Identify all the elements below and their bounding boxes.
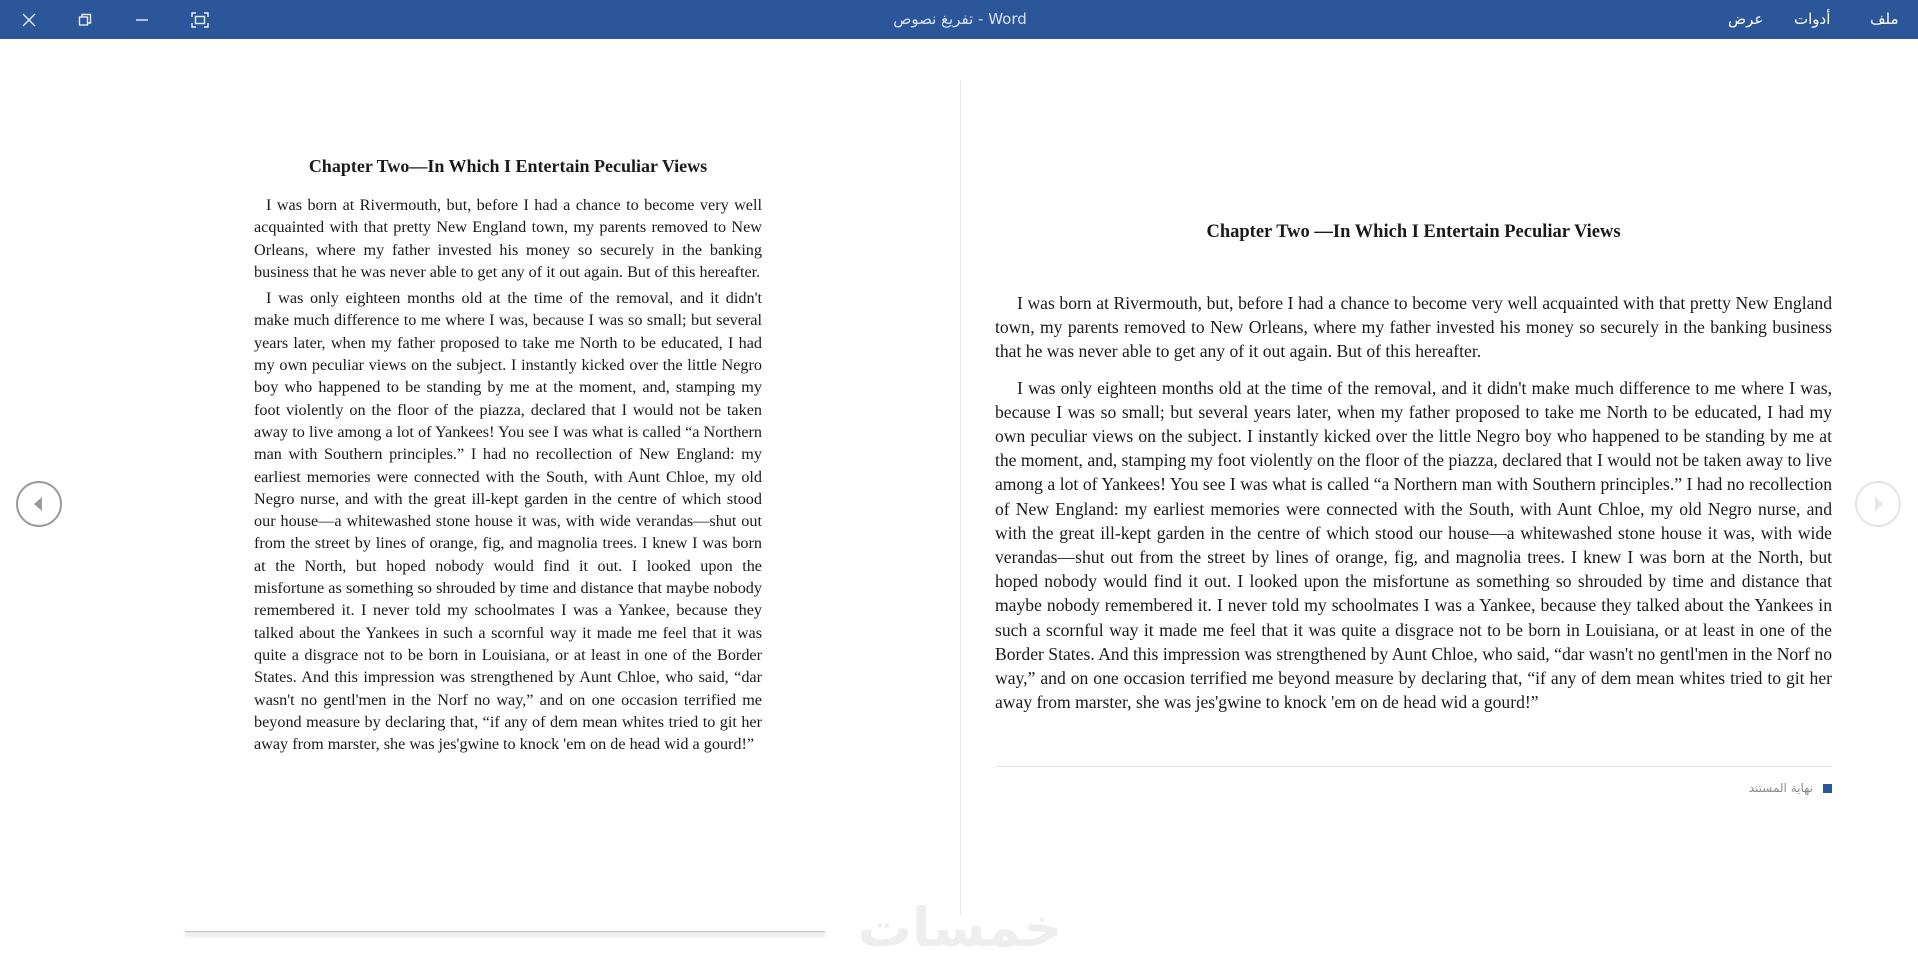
menu-view[interactable]: عرض — [1728, 10, 1764, 28]
title-bar — [0, 0, 1918, 39]
window-title: تفريغ نصوص - Word — [893, 10, 1027, 28]
fullscreen-button[interactable] — [172, 0, 228, 39]
next-page-button[interactable] — [1855, 481, 1901, 527]
end-of-document-marker — [1690, 778, 1832, 798]
right-page-paragraph: I was born at Rivermouth, but, before I had a chance to become very well acquainted with that pretty New England town, my parents removed to New Orleans, where my father invested his money so securely in the banking business that he was never able to get any of it out again. But of this hereafter. — [995, 293, 1832, 362]
close-icon — [22, 13, 36, 27]
restore-button[interactable] — [57, 0, 113, 39]
end-marker-square — [1823, 784, 1832, 793]
end-of-document-label: نهاية المستند — [1748, 781, 1813, 795]
fullscreen-icon — [191, 12, 209, 28]
watermark-logo: خمسات — [857, 896, 1063, 959]
minimize-button[interactable] — [114, 0, 170, 39]
restore-icon — [78, 13, 92, 27]
right-page — [995, 222, 1832, 726]
chevron-left-icon — [30, 495, 48, 513]
menu-file[interactable]: ملف — [1870, 10, 1899, 28]
left-page-heading: Chapter Two—In Which I Entertain Peculiar Views — [308, 156, 708, 176]
previous-page-button[interactable] — [16, 481, 62, 527]
page-edge-shadow — [185, 931, 825, 934]
end-of-document-rule — [995, 766, 1832, 767]
left-page-paragraph: I was only eighteen months old at the time of the removal, and it didn't make much difference to me where I was, because I was so small; but several years later, when my father proposed to take me North to be educated, I had my own peculiar views on the subject. I instantly kicked over the little Negro boy who happened to be standing by me at the moment, and, stamping my foot violently on the floor of the piazza, declared that I would not be taken away to live among a lot of Yankees! You see I was what is called “a Northern man with Southern principles.” I had no recollection of New England: my earliest memories were connected with the South, with Aunt Chloe, my old Negro nurse, and with the great ill-kept garden in the centre of which stood our house—a whitewashed stone house it was, with wide verandas—shut out from the street by lines of orange, fig, and magnolia trees. I knew I was born at the North, but hoped nobody would find it out. I looked upon the misfortune as something so shrouded by time and distance that maybe nobody remembered it. I never told my schoolmates I was a Yankee, because they talked about the Yankees in such a scornful way it made me feel that it was quite a disgrace not to be born in Louisiana, or at least in one of the Border States. And this impression was strengthened by Aunt Chloe, who said, “dar wasn't no gentl'men in the Norf no way,” and on one occasion terrified me beyond measure by declaring that, “if any of dem mean whites tried to git her away from marster, she was jes'gwine to knock 'em on de head wid a gourd!” — [254, 289, 762, 754]
close-button[interactable] — [1, 0, 57, 39]
menu-tools[interactable]: أدوات — [1794, 10, 1831, 28]
chevron-right-icon — [1869, 495, 1887, 513]
left-page-paragraph: I was born at Rivermouth, but, before I had a chance to become very well acquainted with that pretty New England town, my parents removed to New Orleans, where my father invested his money so securely in the banking business that he was never able to get any of it out again. But of this hereafter. — [254, 196, 762, 281]
right-page-heading: Chapter Two —In Which I Entertain Peculiar Views — [1206, 222, 1621, 242]
minimize-icon — [135, 13, 149, 27]
right-page-paragraph: I was only eighteen months old at the time of the removal, and it didn't make much difference to me where I was, because I was so small; but several years later, when my father proposed to take me North to be educated, I had my own peculiar views on the subject. I instantly kicked over the little Negro boy who happened to be standing by me at the moment, and, stamping my foot violently on the floor of the piazza, declared that I would not be taken away to live among a lot of Yankees! You see I was what is called “a Northern man with Southern principles.” I had no recollection of New England: my earliest memories were connected with the South, with Aunt Chloe, my old Negro nurse, and with the great ill-kept garden in the centre of which stood our house—a whitewashed stone house it was, with wide verandas—shut out from the street by lines of orange, fig, and magnolia trees. I knew I was born at the North, but hoped nobody would find it out. I looked upon the misfortune as something so shrouded by time and distance that maybe nobody remembered it. I never told my schoolmates I was a Yankee, because they talked about the Yankees in such a scornful way it made me feel that it was quite a disgrace not to be born in Louisiana, or at least in one of the Border States. And this impression was strengthened by Aunt Chloe, who said, “dar wasn't no gentl'men in the Norf no way,” and on one occasion terrified me beyond measure by declaring that, “if any of dem mean whites tried to git her away from marster, she was jes'gwine to knock 'em on de head wid a gourd!” — [995, 377, 1832, 713]
page-divider — [960, 80, 961, 915]
left-page — [254, 152, 762, 759]
